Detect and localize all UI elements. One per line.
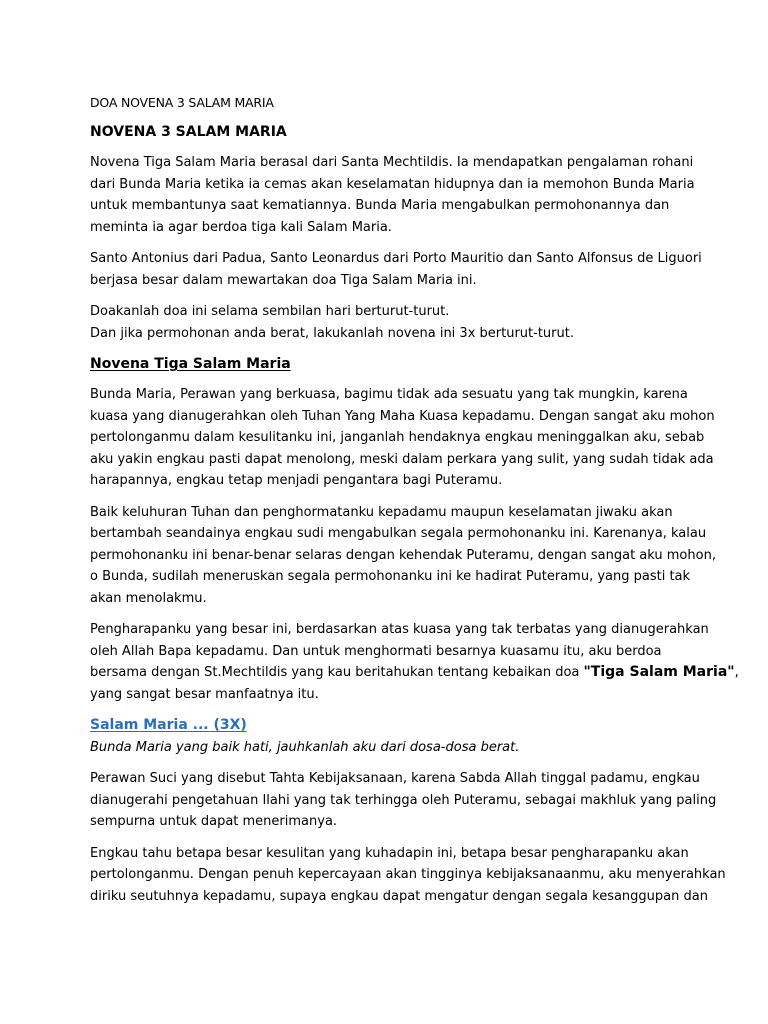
paragraph-intro	[90, 152, 695, 238]
document-label: DOA NOVENA 3 SALAM MARIA	[90, 95, 274, 110]
text-line: berjasa besar dalam mewartakan doa Tiga Salam Maria ini.	[90, 272, 477, 288]
text-line: Baik keluhuran Tuhan dan penghormatanku kepadamu maupun keselamatan jiwaku akan	[90, 504, 673, 520]
paragraph-prayer-1	[90, 384, 715, 492]
text-line: oleh Allah Bapa kepadamu. Dan untuk menghormati besarnya kuasamu itu, aku berdoa	[90, 643, 662, 659]
text-line: sempurna untuk dapat menerimanya.	[90, 814, 338, 829]
text-line: diriku seutuhnya kepadamu, supaya engkau dapat mengatur dengan segala kesanggupan dan	[90, 888, 708, 904]
text-line: Dan jika permohonan anda berat, lakukanlah novena ini 3x berturut-turut.	[90, 325, 574, 341]
text-line: Perawan Suci yang disebut Tahta Kebijaksanaan, karena Sabda Allah tinggal padamu, engkau	[90, 771, 700, 786]
paragraph-prayer-3	[90, 619, 739, 705]
text-line: Novena Tiga Salam Maria berasal dari Santa Mechtildis. Ia mendapatkan pengalaman rohani	[90, 155, 694, 170]
text-line: untuk membantunya saat kematiannya. Bunda Maria mengabulkan permohonannya dan	[90, 198, 670, 213]
text-fragment: bersama dengan St.Mechtildis yang kau beritahukan tentang kebaikan doa	[90, 665, 584, 680]
paragraph-prayer-5	[90, 843, 726, 908]
salam-maria-link[interactable]: Salam Maria ... (3X)	[90, 717, 247, 733]
section-heading: Novena Tiga Salam Maria	[90, 356, 291, 372]
text-line: dianugerahi pengetahuan Ilahi yang tak terhingga oleh Puteramu, sebagai makhluk yang paling	[90, 792, 717, 808]
text-line: permohonanku ini benar-benar selaras dengan kehendak Puteramu, dengan sangat aku mohon,	[90, 547, 716, 563]
paragraph-salam-maria	[90, 715, 690, 758]
text-line: Bunda Maria, Perawan yang berkuasa, bagimu tidak ada sesuatu yang tak mungkin, karena	[90, 387, 688, 402]
text-line: Doakanlah doa ini selama sembilan hari berturut-turut.	[90, 304, 450, 319]
text-line-mixed	[90, 662, 739, 684]
italic-petition: Bunda Maria yang baik hati, jauhkanlah aku dari dosa-dosa berat.	[90, 739, 520, 755]
paragraph-instructions	[90, 301, 690, 344]
text-line: dari Bunda Maria ketika ia cemas akan keselamatan hidupnya dan ia memohon Bunda Maria	[90, 176, 695, 192]
bold-prayer-name: "Tiga Salam Maria"	[583, 664, 735, 680]
text-line: pertolonganmu dalam kesulitanku ini, janganlah hendaknya engkau meninggalkan aku, sebab	[90, 430, 705, 445]
text-line: meminta ia agar berdoa tiga kali Salam Maria.	[90, 219, 392, 235]
text-line: yang sangat besar manfaatnya itu.	[90, 686, 319, 702]
paragraph-prayer-2	[90, 502, 716, 610]
text-line: o Bunda, sudilah meneruskan segala permohonanku ini ke hadirat Puteramu, yang pasti tak	[90, 569, 691, 584]
text-line: aku yakin engkau pasti dapat menolong, meski dalam perkara yang sulit, yang sudah tidak ada	[90, 451, 714, 467]
text-line: Santo Antonius dari Padua, Santo Leonardus dari Porto Mauritio dan Santo Alfonsus de Liguori	[90, 251, 702, 266]
paragraph-saints	[90, 248, 702, 291]
paragraph-prayer-4	[90, 768, 717, 833]
document-page	[90, 92, 739, 917]
text-line: akan menolakmu.	[90, 590, 207, 606]
text-fragment: ,	[734, 665, 739, 680]
text-line: bertambah seandainya engkau sudi mengabulkan segala permohonanku ini. Karenanya, kalau	[90, 526, 707, 541]
text-line: kuasa yang dianugerahkan oleh Tuhan Yang Maha Kuasa kepadamu. Dengan sangat aku mohon	[90, 408, 715, 424]
text-line: Engkau tahu betapa besar kesulitan yang kuhadapin ini, betapa besar pengharapanku akan	[90, 845, 689, 861]
page-title: NOVENA 3 SALAM MARIA	[90, 124, 287, 140]
text-line: pertolonganmu. Dengan penuh kepercayaan akan tingginya kebijaksanaanmu, aku menyerahkan	[90, 867, 726, 882]
text-line: harapannya, engkau tetap menjadi pengantara bagi Puteramu.	[90, 473, 503, 488]
text-line: Pengharapanku yang besar ini, berdasarkan atas kuasa yang tak terbatas yang dianugerahkan	[90, 622, 709, 637]
